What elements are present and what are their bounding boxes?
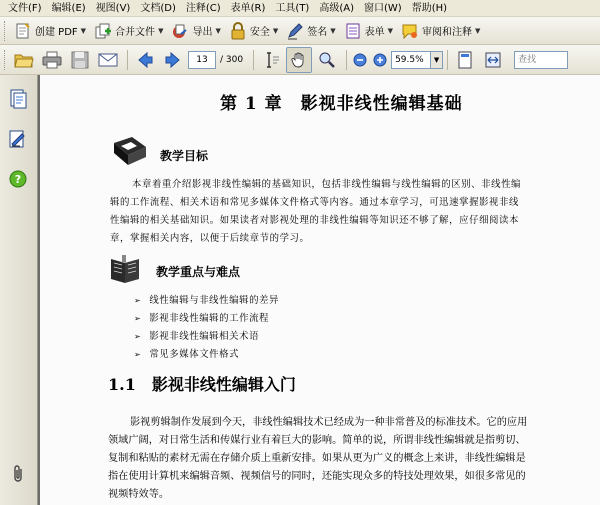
menu-bar [0, 0, 600, 17]
menu-edit[interactable]: 编辑(E) [51, 2, 86, 14]
fit-width-icon [484, 51, 502, 69]
chevron-down-icon: ▼ [215, 26, 221, 35]
keypoints-heading: 教学重点与难点 [156, 265, 241, 279]
save-button[interactable] [67, 47, 93, 73]
teaching-goal-icon [110, 135, 150, 167]
toolbar-grip[interactable] [4, 21, 7, 41]
chevron-down-icon: ▼ [158, 26, 164, 35]
menu-document[interactable]: 文档(D) [140, 2, 176, 14]
chapter-title: 第 1 章 影视非线性编辑基础 [220, 94, 463, 114]
keypoint-item [134, 328, 259, 342]
open-button[interactable] [11, 47, 37, 73]
search-input[interactable]: 查找 [514, 51, 568, 69]
email-button[interactable] [95, 47, 121, 73]
toolbar-separator [447, 50, 448, 70]
section-number: 1.1 [108, 375, 136, 394]
text-cursor-icon [262, 51, 280, 69]
document-viewport[interactable] [38, 75, 600, 505]
chevron-down-icon: ▼ [475, 26, 481, 35]
signatures-button[interactable] [6, 127, 30, 151]
signature-icon [8, 129, 28, 149]
keypoint-text: 常见多媒体文件格式 [149, 349, 240, 360]
goals-line-2: 辑的工作流程、相关术语和常见多媒体文件格式等内容。通过本章学习，可迅速掌握影视非线 [110, 197, 519, 208]
zoom-in-button[interactable] [371, 47, 389, 73]
sign-button[interactable] [283, 19, 338, 43]
pages-icon [9, 89, 27, 109]
pdf-page [40, 75, 600, 505]
fit-page-button[interactable] [452, 47, 478, 73]
email-icon [98, 51, 118, 69]
zoom-dropdown[interactable]: ▼ [431, 51, 443, 69]
minus-circle-icon [353, 53, 367, 67]
export-button[interactable] [168, 19, 223, 43]
section-line-5: 视频特效等。 [108, 489, 170, 500]
keypoint-text: 影视非线性编辑的工作流程 [149, 313, 270, 324]
print-button[interactable] [39, 47, 65, 73]
goals-heading: 教学目标 [160, 149, 209, 163]
merge-files-button[interactable] [91, 19, 166, 43]
zoom-tool[interactable] [314, 47, 340, 73]
goals-line-1: 本章着重介绍影视非线性编辑的基础知识，包括非线性编辑与线性编辑的区别、非线性编 [132, 179, 522, 190]
bullet-arrow-icon: ➢ [134, 296, 142, 305]
section-title: 影视非线性编辑入门 [151, 375, 296, 394]
keypoint-text: 线性编辑与非线性编辑的差异 [149, 295, 279, 306]
hand-icon [290, 51, 308, 69]
folder-open-icon [14, 51, 34, 69]
forms-label: 表单 [364, 27, 385, 38]
fit-page-icon [457, 51, 473, 69]
magnifier-icon [318, 51, 336, 69]
help-icon [9, 170, 27, 188]
pages-button[interactable] [6, 87, 30, 111]
sign-label: 签名 [307, 27, 328, 38]
menu-comments[interactable]: 注释(C) [185, 2, 221, 14]
floppy-disk-icon [71, 51, 89, 69]
page-number-input[interactable]: 13 [188, 51, 216, 69]
previous-page-button[interactable] [132, 47, 158, 73]
lock-icon [229, 22, 247, 40]
help-button[interactable] [6, 167, 30, 191]
merge-files-icon [94, 22, 112, 40]
create-pdf-button[interactable] [11, 19, 89, 43]
chevron-down-icon: ▼ [387, 26, 394, 35]
menu-view[interactable]: 视图(V) [95, 2, 131, 14]
page-total: / 300 [220, 54, 244, 65]
zoom-level-input[interactable]: 59.5% [391, 51, 431, 69]
bullet-arrow-icon: ➢ [134, 350, 142, 359]
form-icon [344, 22, 362, 40]
attachments-button[interactable] [6, 462, 30, 486]
navigation-panel [0, 75, 38, 505]
create-pdf-icon [14, 22, 32, 40]
create-pdf-label: 创建 PDF [35, 27, 78, 38]
review-comment-label: 审阅和注释 [422, 27, 473, 38]
security-label: 安全 [249, 27, 270, 38]
key-points-icon [108, 253, 142, 285]
hand-tool[interactable] [286, 47, 312, 73]
task-toolbar [0, 17, 600, 45]
chevron-down-icon: ▼ [272, 26, 279, 35]
toolbar-separator [346, 50, 347, 70]
security-button[interactable] [226, 19, 281, 43]
bullet-arrow-icon: ➢ [134, 314, 142, 323]
attachment-icon [10, 464, 26, 484]
plus-circle-icon [373, 53, 387, 67]
arrow-left-icon [137, 52, 153, 68]
menu-help[interactable]: 帮助(H) [411, 2, 448, 14]
menu-window[interactable]: 窗口(W) [364, 2, 402, 14]
section-line-4: 指在使用计算机来编辑音频、视频信号的同时，还能实现众多的特技处理效果，如很多常见的 [108, 471, 526, 482]
menu-advanced[interactable]: 高级(A) [319, 2, 354, 14]
navigation-toolbar [0, 45, 600, 75]
section-heading [108, 372, 296, 395]
toolbar-separator [253, 50, 254, 70]
review-comment-button[interactable] [398, 19, 483, 43]
section-line-3: 复制和粘贴的素材无需在存储介质上重新安排。如果从更为广义的概念上来讲，非线性编辑是 [108, 453, 526, 464]
merge-files-label: 合并文件 [115, 27, 156, 38]
svg-text:?: ? [14, 173, 22, 186]
keypoint-text: 影视非线性编辑相关术语 [149, 331, 260, 342]
section-line-2: 领域广阔，对日常生活和传媒行业有着巨大的影响。简单的说，所谓非线性编辑就是指剪切、 [108, 435, 526, 446]
menu-forms[interactable]: 表单(R) [230, 2, 266, 14]
toolbar-grip[interactable] [4, 50, 7, 70]
forms-button[interactable] [341, 19, 396, 43]
chevron-down-icon: ▼ [330, 26, 336, 35]
menu-file[interactable]: 文件(F) [8, 2, 42, 14]
arrow-right-icon [165, 52, 181, 68]
printer-icon [42, 51, 62, 69]
export-label: 导出 [192, 27, 213, 38]
section-line-1: 影视剪辑制作发展到今天，非线性编辑技术已经成为一种非常普及的标准技术。它的应用 [130, 417, 528, 428]
zoom-out-button[interactable] [351, 47, 369, 73]
comment-icon [401, 22, 419, 40]
goals-line-3: 性编辑的相关基础知识。如果读者对影视处理的非线性编辑等知识还不够了解，应仔细阅读本 [110, 215, 519, 226]
toolbar-separator [127, 50, 128, 70]
export-icon [171, 22, 189, 40]
keypoint-item [134, 292, 279, 306]
keypoint-item [134, 346, 239, 360]
chevron-down-icon: ▼ [80, 26, 87, 35]
keypoint-item [134, 310, 269, 324]
goals-line-4: 章，掌握相关内容，以便于后续章节的学习。 [110, 233, 310, 244]
fit-width-button[interactable] [480, 47, 506, 73]
bullet-arrow-icon: ➢ [134, 332, 142, 341]
select-text-tool[interactable] [258, 47, 284, 73]
pen-icon [286, 22, 304, 40]
menu-tools[interactable]: 工具(T) [275, 2, 310, 14]
next-page-button[interactable] [160, 47, 186, 73]
